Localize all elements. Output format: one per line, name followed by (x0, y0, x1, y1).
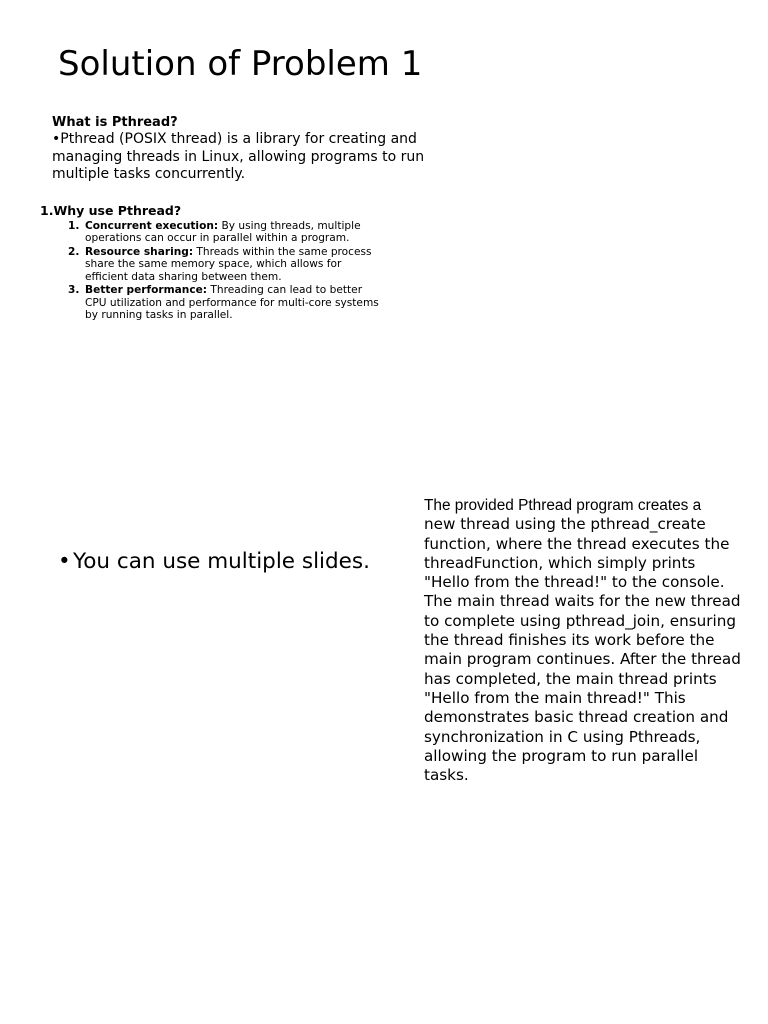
what-is-pthread-section (52, 114, 442, 184)
slide-title: Solution of Problem 1 (58, 44, 423, 84)
list-item (40, 284, 380, 321)
why-use-pthread-heading: 1.Why use Pthread? (40, 203, 182, 218)
list-item-text: Threads within the same process share the same memory space, which allows for efficient data sharing between them. (85, 246, 372, 283)
list-item (40, 220, 380, 245)
what-is-pthread-text: •Pthread (POSIX thread) is a library for creating and managing threads in Linux, allowing programs to run multiple tasks concurrently. (52, 131, 425, 182)
list-item-number: 2. (68, 246, 80, 259)
list-item-term: Resource sharing: (85, 246, 194, 259)
why-use-pthread-section (40, 203, 380, 323)
multiple-slides-note-text: You can use multiple slides. (73, 549, 370, 574)
list-item-number: 1. (68, 220, 80, 232)
list-item (40, 246, 380, 283)
program-explanation-text: new thread using the pthread_create function, where the thread executes the threadFunction, which simply prints "Hello from the thread!" to the console. The main thread waits for the new thread to complete using pthread_join, ensuring the thread finishes its work before the main program continues. After the thread has completed, the main thread prints "Hello from the main thread!" This demonstrates basic thread creation and synchronization in C using Pthreads, allowing the program to run parallel tasks. (424, 515, 741, 785)
multiple-slides-note (58, 548, 370, 576)
bullet-point: • (58, 549, 71, 574)
list-item-term: Concurrent execution: (85, 220, 219, 232)
why-use-pthread-list (40, 220, 380, 321)
list-item-text: Threading can lead to better CPU utilization and performance for multi-core systems by running tasks in parallel. (85, 284, 379, 322)
program-explanation (424, 496, 742, 785)
what-is-pthread-heading: What is Pthread? (52, 115, 178, 130)
list-item-number: 3. (68, 284, 80, 297)
list-item-text: By using threads, multiple operations can occur in parallel within a program. (85, 220, 361, 245)
list-item-term: Better performance: (85, 284, 208, 297)
program-explanation-first-line: The provided Pthread program creates a (424, 497, 702, 514)
